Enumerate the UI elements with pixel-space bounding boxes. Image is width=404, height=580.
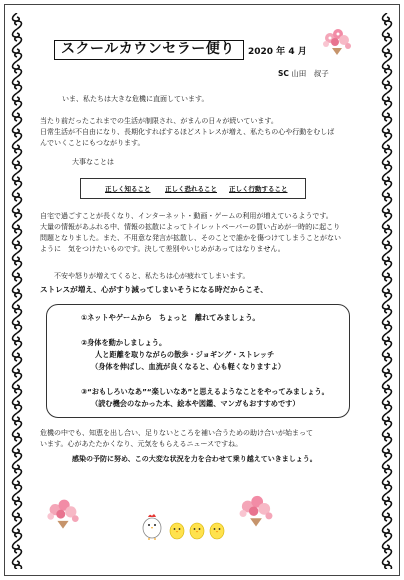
border-flourish (13, 397, 22, 413)
border-flourish (13, 477, 22, 493)
border-flourish (383, 173, 392, 189)
border-flourish (383, 269, 392, 285)
key-point-1: 正しく知ること (105, 185, 151, 193)
ornamental-border-left (11, 13, 23, 569)
border-flourish (13, 509, 22, 525)
chick-icon (168, 520, 186, 540)
border-flourish (383, 29, 392, 45)
tip-1: ①ネットやゲームから ちょっと 離れてみましょう。 (81, 313, 260, 322)
border-flourish (383, 205, 392, 221)
border-flourish (13, 221, 22, 237)
closing-line-1: 危機の中でも、知恵を出し合い、足りないところを補い合うための助け合いが始まって (40, 429, 313, 437)
border-flourish (13, 77, 22, 93)
tip-2: ②身体を動かしましょう。 (81, 338, 167, 347)
border-flourish (383, 541, 392, 557)
chick-icon (208, 520, 226, 540)
anxiety-line: 不安や怒りが増えてくると、私たちは心が疲れてしまいます。 (54, 272, 250, 280)
border-flourish (383, 461, 392, 477)
closing-line-3: 感染の予防に努め、この大変な状況を力を合わせて乗り越えていきましょう。 (72, 455, 317, 463)
border-flourish (383, 557, 392, 569)
border-flourish (13, 541, 22, 557)
flower-bouquet-icon (236, 492, 276, 528)
border-flourish (383, 317, 392, 333)
author-name: 山田 叔子 (291, 69, 329, 78)
border-flourish (383, 125, 392, 141)
border-flourish (383, 77, 392, 93)
stress-heading: ストレスが増え、心がすり減ってしまいそうになる時だからこそ、 (40, 285, 268, 294)
border-flourish (13, 189, 22, 205)
tip-2-note: （身体を伸ばし、血流が良くなると、心も軽くなりますよ） (91, 362, 286, 371)
border-flourish (13, 413, 22, 429)
border-flourish (383, 333, 392, 349)
border-flourish (13, 525, 22, 541)
border-flourish (13, 157, 22, 173)
border-flourish (383, 109, 392, 125)
border-flourish (13, 141, 22, 157)
border-flourish (383, 221, 392, 237)
border-flourish (383, 477, 392, 493)
border-flourish (383, 189, 392, 205)
border-flourish (13, 349, 22, 365)
border-flourish (13, 109, 22, 125)
body-line-3: 問題となりました。また、不用意な発言が拡散し、そのことで誰かを傷つけてしまうことがない (40, 234, 341, 242)
border-flourish (13, 45, 22, 61)
border-flourish (13, 253, 22, 269)
border-flourish (13, 301, 22, 317)
border-flourish (383, 93, 392, 109)
border-flourish (383, 397, 392, 413)
tips-box (46, 304, 350, 418)
key-points-box (80, 178, 306, 199)
ornamental-border-right (381, 13, 393, 569)
intro-line-2: 当たり前だったこれまでの生活が制限され、がまんの日々が続いています。 (40, 117, 278, 125)
tip-2-detail: 人と距離を取りながらの散歩・ジョギング・ストレッチ (95, 350, 275, 359)
border-flourish (383, 253, 392, 269)
border-flourish (383, 61, 392, 77)
intro-line-3: 日常生活が不自由になり、長期化すればするほどストレスが増え、私たちの心や行動をむしば (40, 128, 335, 136)
key-point-3: 正しく行動すること (229, 185, 288, 193)
border-flourish (383, 365, 392, 381)
flower-bouquet-icon (44, 496, 82, 530)
border-flourish (13, 93, 22, 109)
border-flourish (13, 29, 22, 45)
border-flourish (383, 525, 392, 541)
author-line (278, 68, 329, 79)
important-label: 大事なことは (72, 158, 114, 166)
body-line-2: 大量の情報があふれる中、情報の拡散によってトイレットペーパーの買い占めが一時的に起こり (40, 223, 341, 231)
newsletter-title: スクールカウンセラー便り (54, 40, 244, 60)
border-flourish (13, 317, 22, 333)
border-flourish (13, 13, 22, 29)
border-flourish (383, 13, 392, 29)
border-flourish (383, 429, 392, 445)
border-flourish (383, 45, 392, 61)
tip-3-note: （読む機会のなかった本、絵本や図鑑、マンガもおすすめです） (91, 399, 300, 408)
border-flourish (383, 381, 392, 397)
border-flourish (13, 461, 22, 477)
border-flourish (13, 205, 22, 221)
intro-line-4: んでいくことにもつながります。 (40, 139, 145, 147)
border-flourish (13, 333, 22, 349)
border-flourish (13, 445, 22, 461)
closing-line-2: います。心があたたかくなり、元気をもらえるニュースですね。 (40, 440, 243, 448)
border-flourish (383, 285, 392, 301)
border-flourish (383, 413, 392, 429)
border-flourish (13, 61, 22, 77)
border-flourish (13, 173, 22, 189)
flower-bouquet-icon (320, 26, 354, 56)
border-flourish (13, 269, 22, 285)
border-flourish (13, 237, 22, 253)
tip-3: ③“おもしろいなあ”“楽しいなあ”と思えるようなことをやってみましょう。 (81, 387, 329, 396)
border-flourish (13, 381, 22, 397)
border-flourish (383, 445, 392, 461)
border-flourish (383, 237, 392, 253)
border-flourish (13, 493, 22, 509)
hen-icon (140, 510, 164, 540)
author-prefix: SC (278, 69, 289, 78)
border-flourish (13, 429, 22, 445)
border-flourish (383, 157, 392, 173)
border-flourish (13, 285, 22, 301)
body-line-4: ように 気をつけたいものです。決して差別やいじめがあってはなりません。 (40, 245, 285, 253)
border-flourish (383, 301, 392, 317)
intro-line-1: いま、私たちは大きな危機に直面しています。 (62, 95, 209, 103)
chick-icon (188, 520, 206, 540)
body-line-1: 自宅で過ごすことが長くなり、インターネット・動画・ゲームの利用が増えているようです。 (40, 212, 333, 220)
border-flourish (13, 365, 22, 381)
border-flourish (383, 493, 392, 509)
border-flourish (383, 349, 392, 365)
border-flourish (13, 557, 22, 569)
border-flourish (383, 509, 392, 525)
border-flourish (383, 141, 392, 157)
issue-date: 2020 年 4 月 (248, 47, 307, 57)
border-flourish (13, 125, 22, 141)
key-point-2: 正しく恐れること (165, 185, 217, 193)
